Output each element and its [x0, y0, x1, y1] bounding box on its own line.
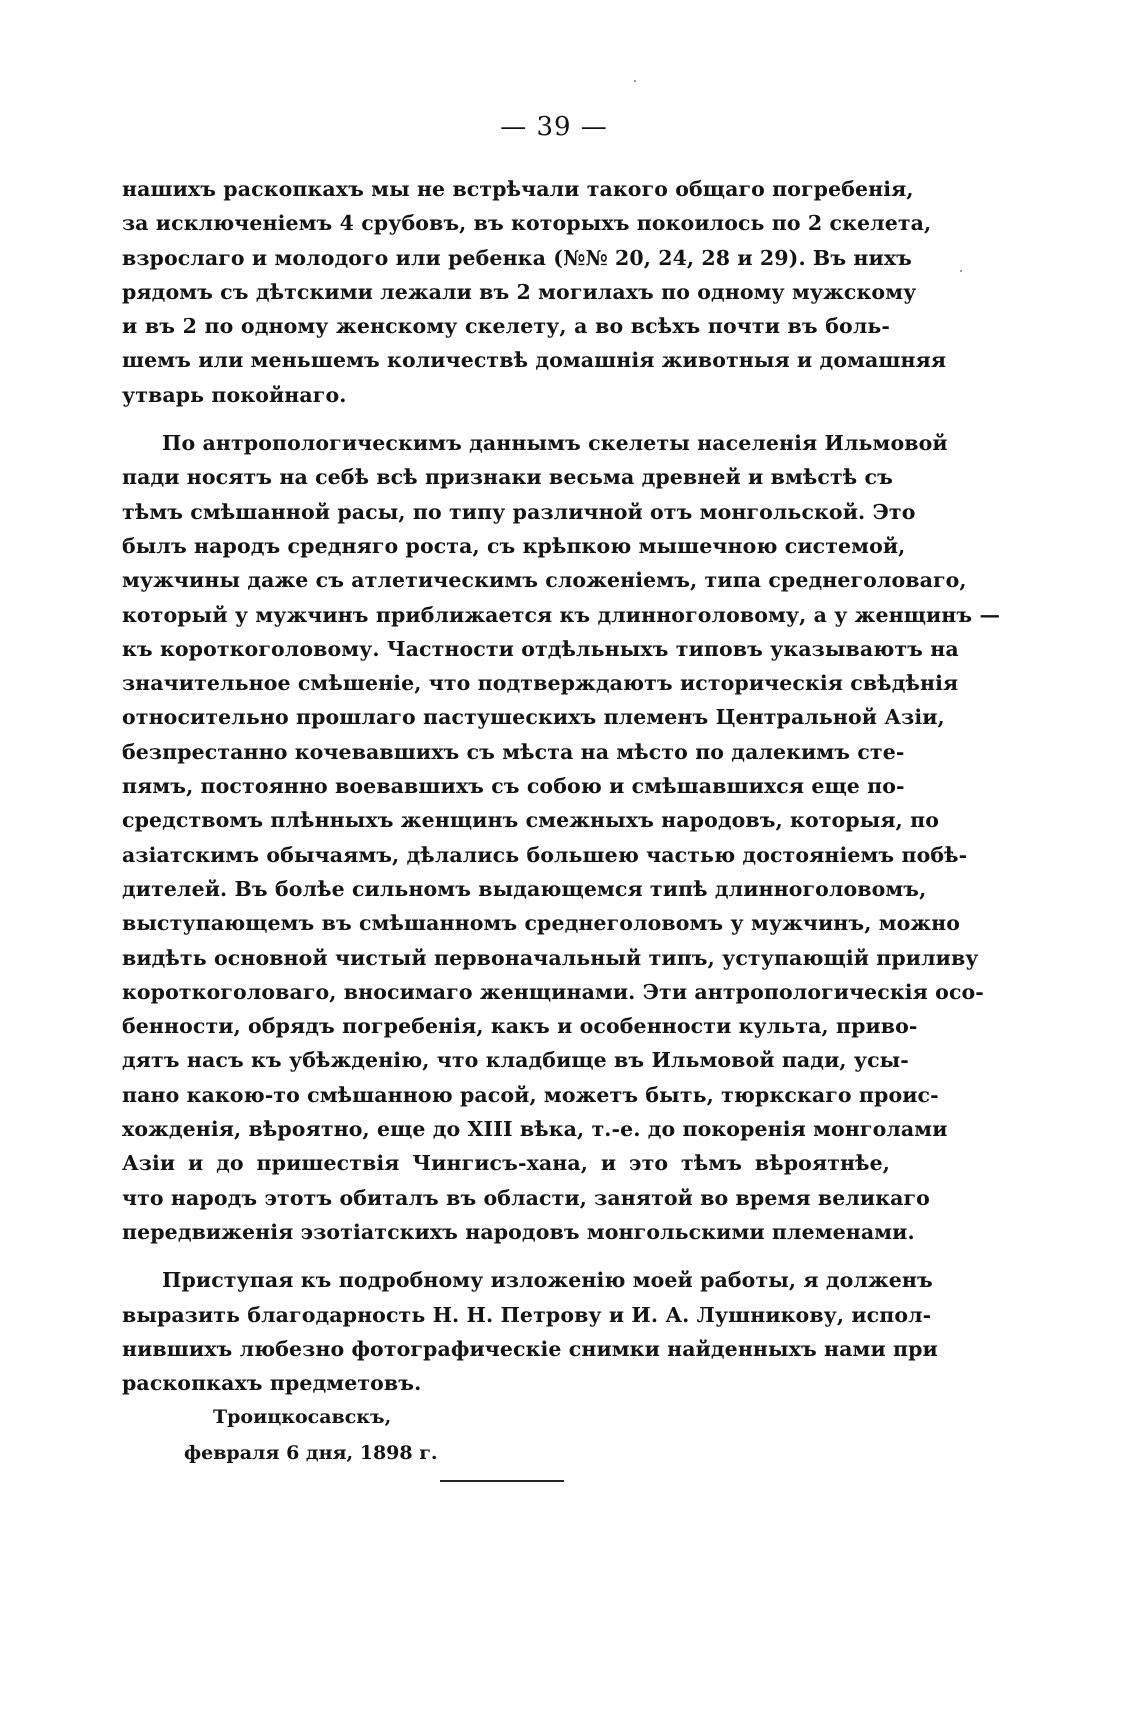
text-line: пано какою-то смѣшанною расой, можетъ быть, тюркскаго проис-: [122, 1082, 939, 1107]
text-line: рядомъ съ дѣтскими лежали въ 2 могилахъ по одному мужскому: [122, 279, 917, 304]
text-line: передвиженія эзотіатскихъ народовъ монгольскими племенами.: [122, 1219, 915, 1244]
page-number: — 39 —: [500, 112, 608, 142]
signature-date: февраля 6 дня, 1898 г.: [184, 1442, 438, 1464]
text-line: за исключеніемъ 4 срубовъ, въ которыхъ покоилось по 2 скелета,: [122, 211, 932, 236]
scan-speck: [634, 80, 636, 82]
text-line: видѣть основной чистый первоначальный типъ, уступающій приливу: [122, 945, 979, 970]
text-line: пади носятъ на себѣ всѣ признаки весьма древней и вмѣстѣ съ: [122, 465, 893, 490]
text-line: мужчины даже съ атлетическимъ сложеніемъ, типа среднеголоваго,: [122, 568, 967, 593]
text-line: и въ 2 по одному женскому скелету, а во всѣхъ почти въ боль-: [122, 314, 890, 339]
text-line: Азіи и до пришествія Чингисъ-хана, и это тѣмъ вѣроятнѣе,: [122, 1151, 890, 1176]
text-line: что народъ этотъ обиталъ въ области, занятой во время великаго: [122, 1185, 930, 1210]
signature-city: Троицкосавскъ,: [213, 1406, 392, 1428]
text-line: значительное смѣшеніе, что подтверждаютъ историческія свѣдѣнія: [122, 671, 959, 696]
scan-speck: [960, 270, 962, 272]
text-line: дятъ насъ къ убѣжденію, что кладбище въ Ильмовой пади, усы-: [122, 1048, 909, 1073]
paragraph: [122, 172, 947, 412]
text-line: выступающемъ въ смѣшанномъ среднеголовомъ у мужчинъ, можно: [122, 911, 961, 936]
text-line: пямъ, постоянно воевавшихъ съ собою и смѣшавшихся еще по-: [122, 774, 905, 799]
text-line: дителей. Въ болѣе сильномъ выдающемся типѣ длинноголовомъ,: [122, 876, 927, 901]
text-line: который у мужчинъ приближается къ длинноголовому, а у женщинъ —: [122, 602, 1001, 627]
text-line: нившихъ любезно фотографическіе снимки найденныхъ нами при: [122, 1336, 938, 1361]
text-line: относительно прошлаго пастушескихъ племенъ Центральной Азіи,: [122, 705, 945, 730]
text-line: азіатскимъ обычаямъ, дѣлались большею частью достояніемъ побѣ-: [122, 842, 968, 867]
text-line: былъ народъ средняго роста, съ крѣпкою мышечною системой,: [122, 533, 906, 558]
body-text: [122, 172, 1001, 1400]
text-line: бенности, обрядъ погребенія, какъ и особенности культа, приво-: [122, 1014, 918, 1039]
text-line: безпрестанно кочевавшихъ съ мѣста на мѣсто по далекимъ сте-: [122, 739, 905, 764]
text-line: средствомъ плѣнныхъ женщинъ смежныхъ народовъ, которыя, по: [122, 808, 939, 833]
text-line: короткоголоваго, вносимаго женщинами. Эти антропологическія осо-: [122, 979, 984, 1004]
text-line: хожденія, вѣроятно, еще до XIII вѣка, т.-е. до покоренія монголами: [122, 1117, 948, 1142]
text-line: выразить благодарность Н. Н. Петрову и И. А. Лушникову, испол-: [122, 1302, 932, 1327]
text-line: взрослаго и молодого или ребенка (№№ 20, 24, 28 и 29). Въ нихъ: [122, 245, 912, 270]
text-line: тѣмъ смѣшанной расы, по типу различной отъ монгольской. Это: [122, 499, 916, 524]
text-line: къ короткоголовому. Частности отдѣльныхъ типовъ указываютъ на: [122, 636, 959, 661]
text-line: шемъ или меньшемъ количествѣ домашнія животныя и домашняя: [122, 348, 947, 373]
text-line: По антропологическимъ даннымъ скелеты населенія Ильмовой: [162, 431, 948, 456]
text-line: раскопкахъ предметовъ.: [122, 1371, 422, 1396]
paragraph: [122, 1263, 938, 1400]
end-rule: [440, 1480, 564, 1482]
text-line: Приступая къ подробному изложенію моей работы, я долженъ: [162, 1268, 933, 1293]
text-line: нашихъ раскопкахъ мы не встрѣчали такого общаго погребенія,: [122, 177, 914, 201]
text-line: утварь покойнаго.: [122, 382, 347, 407]
paragraph: [122, 426, 1001, 1249]
